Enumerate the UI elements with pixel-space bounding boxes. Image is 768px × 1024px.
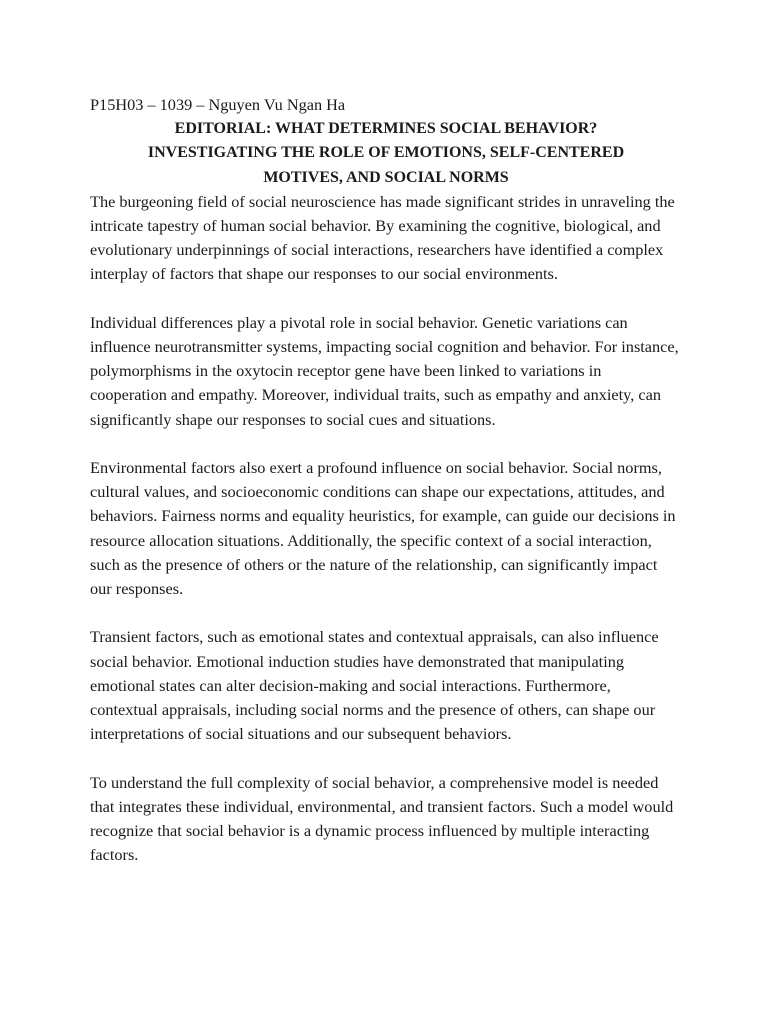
paragraph: To understand the full complexity of social behavior, a comprehensive model is needed that integrates these individual, environmental, and transient factors. Such a model would recognize that social behavior is a dynamic process influenced by multiple interacting factors. [90, 772, 674, 865]
document-header: P15H03 – 1039 – Nguyen Vu Ngan Ha [90, 95, 346, 114]
paragraph: Transient factors, such as emotional states and contextual appraisals, can also influence social behavior. Emotional induction studies have demonstrated that manipulating emotional states can alter decision-making and social interactions. Furthermore, contextual appraisals, including social norms and the presence of others, can shape our interpretations of social situations and our subsequent behaviors. [90, 627, 659, 744]
title-line: INVESTIGATING THE ROLE OF EMOTIONS, SELF-CENTERED [147, 144, 625, 162]
document-text [90, 190, 682, 868]
paragraph: Environmental factors also exert a profound influence on social behavior. Social norms, cultural values, and socioeconomic conditions can shape our expectations, attitudes, and behaviors. Fairness norms and equality heuristics, for example, can guide our decisions in resource allocation situations. Additionally, the specific context of a social interaction, such as the presence of others or the nature of the relationship, can significantly impact our responses. [90, 458, 676, 599]
document-title [90, 117, 682, 190]
paragraph: The burgeoning field of social neuroscience has made significant strides in unraveling the intricate tapestry of human social behavior. By examining the cognitive, biological, and evolutionary underpinnings of social interactions, researchers have identified a complex interplay of factors that shape our responses to our social environments. [90, 191, 675, 284]
title-line: MOTIVES, AND SOCIAL NORMS [263, 168, 509, 186]
document-body [90, 93, 682, 867]
title-line: EDITORIAL: WHAT DETERMINES SOCIAL BEHAVIOR? [174, 120, 598, 138]
paragraph: Individual differences play a pivotal role in social behavior. Genetic variations can influence neurotransmitter systems, impacting social cognition and behavior. For instance, polymorphisms in the oxytocin receptor gene have been linked to variations in cooperation and empathy. Moreover, individual traits, such as empathy and anxiety, can significantly shape our responses to social cues and situations. [90, 312, 679, 429]
